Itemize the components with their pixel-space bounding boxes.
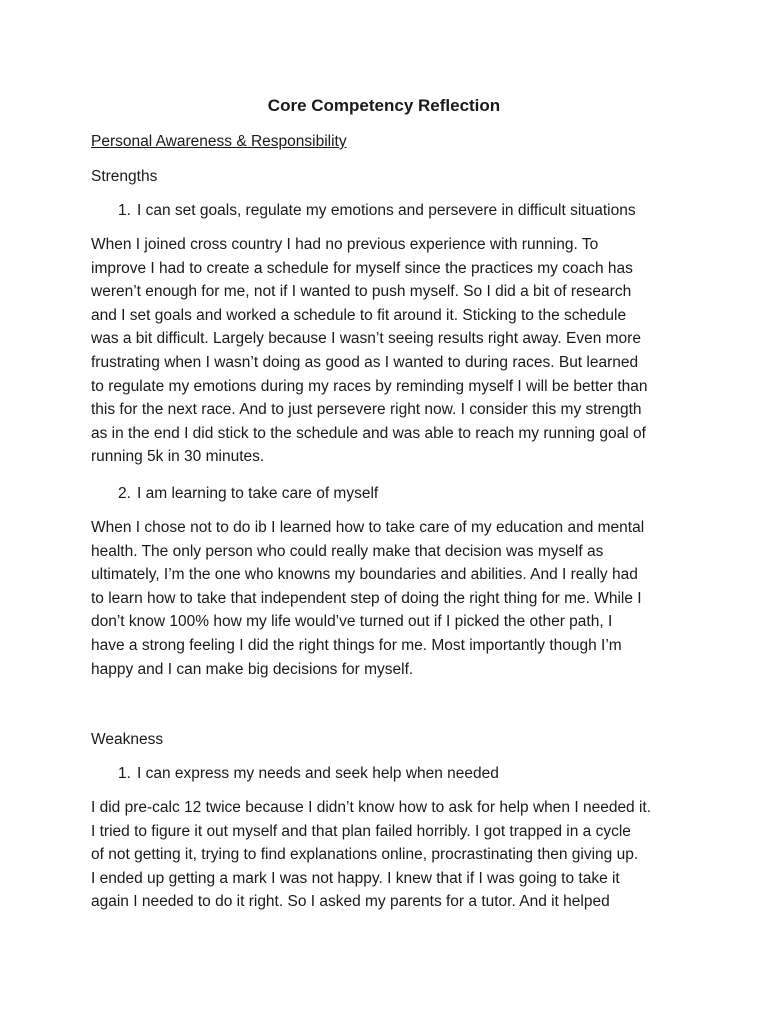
list-item-text: I am learning to take care of myself	[137, 485, 379, 502]
strength-2-paragraph	[91, 516, 691, 681]
list-number: 2.	[118, 485, 131, 502]
paragraph-line: ultimately, I’m the one who knowns my boundaries and abilities. And I really had	[91, 566, 638, 584]
paragraph-line: improve I had to create a schedule for myself since the practices my coach has	[91, 259, 633, 277]
strength-item-2	[118, 484, 378, 504]
paragraph-line: as in the end I did stick to the schedule and was able to reach my running goal of	[91, 424, 646, 442]
list-item-text: I can express my needs and seek help when needed	[137, 765, 499, 782]
paragraph-line: to learn how to take that independent step of doing the right thing for me. While I	[91, 589, 642, 607]
strength-item-1	[118, 201, 636, 221]
list-item-text: I can set goals, regulate my emotions and persevere in difficult situations	[137, 202, 636, 219]
strength-1-paragraph	[91, 233, 691, 469]
weakness-heading: Weakness	[91, 731, 164, 748]
paragraph-line: frustrating when I wasn’t doing as good as I wanted to during races. But learned	[91, 353, 639, 371]
paragraph-line: health. The only person who could really make that decision was myself as	[91, 542, 604, 560]
list-number: 1.	[118, 765, 131, 782]
paragraph-line: again I needed to do it right. So I asked my parents for a tutor. And it helped	[91, 893, 610, 911]
paragraph-line: I ended up getting a mark I was not happy. I knew that if I was going to take it	[91, 869, 620, 887]
paragraph-line: this for the next race. And to just persevere right now. I consider this my strength	[91, 401, 642, 419]
weakness-item-1	[118, 764, 499, 784]
paragraph-line: When I joined cross country I had no previous experience with running. To	[91, 236, 599, 253]
paragraph-line: was a bit difficult. Largely because I wasn’t seeing results right away. Even more	[91, 330, 641, 348]
paragraph-line: and I set goals and worked a schedule to fit around it. Sticking to the schedule	[91, 306, 627, 324]
list-number: 1.	[118, 202, 131, 219]
section-heading: Personal Awareness & Responsibility	[91, 133, 347, 150]
paragraph-line: I did pre-calc 12 twice because I didn’t know how to ask for help when I needed it.	[91, 799, 652, 816]
paragraph-line: weren’t enough for me, not if I wanted to push myself. So I did a bit of research	[91, 283, 632, 301]
strengths-heading: Strengths	[91, 168, 158, 185]
document-title: Core Competency Reflection	[267, 96, 501, 115]
paragraph-line: running 5k in 30 minutes.	[91, 448, 265, 466]
paragraph-line: have a strong feeling I did the right things for me. Most importantly though I’m	[91, 636, 622, 654]
paragraph-line: happy and I can make big decisions for myself.	[91, 660, 414, 678]
paragraph-line: When I chose not to do ib I learned how to take care of my education and mental	[91, 519, 645, 536]
paragraph-line: don’t know 100% how my life would’ve turned out if I picked the other path, I	[91, 613, 613, 631]
paragraph-line: of not getting it, trying to find explanations online, procrastinating then giving up.	[91, 846, 639, 864]
paragraph-line: I tried to figure it out myself and that plan failed horribly. I got trapped in a cycle	[91, 822, 631, 840]
weakness-1-paragraph	[91, 796, 691, 914]
paragraph-line: to regulate my emotions during my races by reminding myself I will be better than	[91, 377, 648, 395]
